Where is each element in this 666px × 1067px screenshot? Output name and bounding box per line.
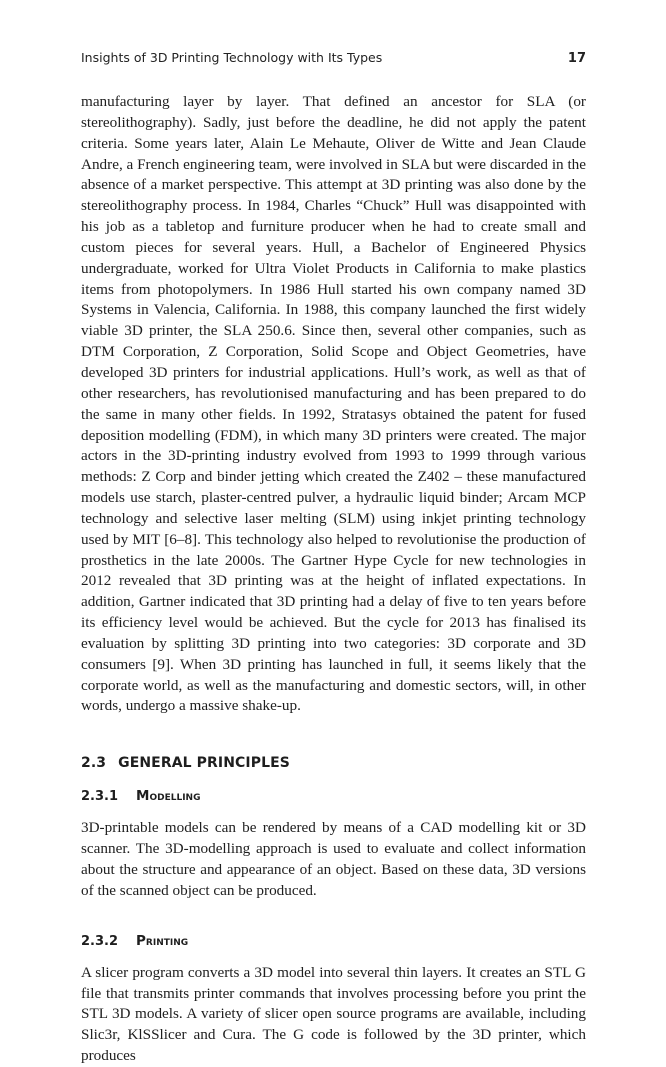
section-heading: [81, 753, 586, 773]
subsection-heading-modelling: [81, 787, 586, 806]
page-number: 17: [567, 51, 586, 66]
modelling-paragraph: 3D-printable models can be rendered by means of a CAD modelling kit or 3D scanner. The 3D-modelling approach is used to evaluate and collect information about the structure and appearance of an object. Based on these data, 3D versions of the scanned object can be produced.: [81, 819, 586, 899]
running-title: Insights of 3D Printing Technology with Its Types: [81, 50, 383, 65]
subsection-number: 2.3.1: [81, 789, 119, 805]
subsection-heading-printing: [81, 932, 586, 951]
subsection-title: Printing: [136, 932, 189, 949]
subsection-number: 2.3.2: [81, 933, 119, 949]
intro-paragraph: manufacturing layer by layer. That defined an ancestor for SLA (or stereolithography). Sadly, just before the deadline, he did not apply the patent criteria. Some years later, Alain Le Mehaute, Oliver de Witte and Jean Claude Andre, a French engineering team, were involved in SLA but were discarded in the absence of a market perspective. This attempt at 3D printing was also done by the stereolithography process. In 1984, Charles “Chuck” Hull was disappointed with his job as a tabletop and furniture producer when he had to create small and custom pieces for several years. Hull, a Bachelor of Engineered Physics undergraduate, worked for Ultra Violet Products in California to make plastics items from photopolymers. In 1986 Hull started his own company named 3D Systems in Valencia, California. In 1988, this company launched the first widely viable 3D printer, the SLA 250.6. Since then, several other companies, such as DTM Corporation, Z Corporation, Solid Scope and Object Geometries, have developed 3D printers for industrial applications. Hull’s work, as well as that of other researchers, has revolutionised manufacturing and has been prepared to do the same in many other fields. In 1992, Stratasys obtained the patent for fused deposition modelling (FDM), in which many 3D printers were created. The major actors in the 3D-printing industry evolved from 1993 to 1999 through various methods: Z Corp and binder jetting which created the Z402 – these manufactured models use starch, plaster-centred pulver, a hydraulic liquid binder; Arcam MCP technology and selective laser melting (SLM) using inkjet printing technology used by MIT [6–8]. This technology also helped to revolutionise the production of prosthetics in the late 2000s. The Gartner Hype Cycle for new technologies in 2012 revealed that 3D printing was at the height of inflated expectations. In addition, Gartner indicated that 3D printing had a delay of five to ten years before its efficiency level would be achieved. But the cycle for 2013 has finalised its evaluation by splitting 3D printing into two categories: 3D corporate and 3D consumers [9]. When 3D printing has launched in full, it seems likely that the corporate world, as well as the manufacturing and domestic sectors, will, in other words, undergo a massive shake-up.: [81, 93, 586, 715]
printing-paragraph: A slicer program converts a 3D model into several thin layers. It creates an STL G file that transmits printer commands that involves processing before you print the STL 3D models. A variety of slicer open source programs are available, including Slic3r, KlSSlicer and Cura. The G code is followed by the 3D printer, which produces: [81, 963, 586, 1065]
page-body: [81, 92, 586, 1067]
running-header: [81, 50, 586, 72]
subsection-title: Modelling: [136, 788, 201, 805]
section-number: 2.3: [81, 755, 107, 772]
section-title: GENERAL PRINCIPLES: [118, 755, 290, 772]
